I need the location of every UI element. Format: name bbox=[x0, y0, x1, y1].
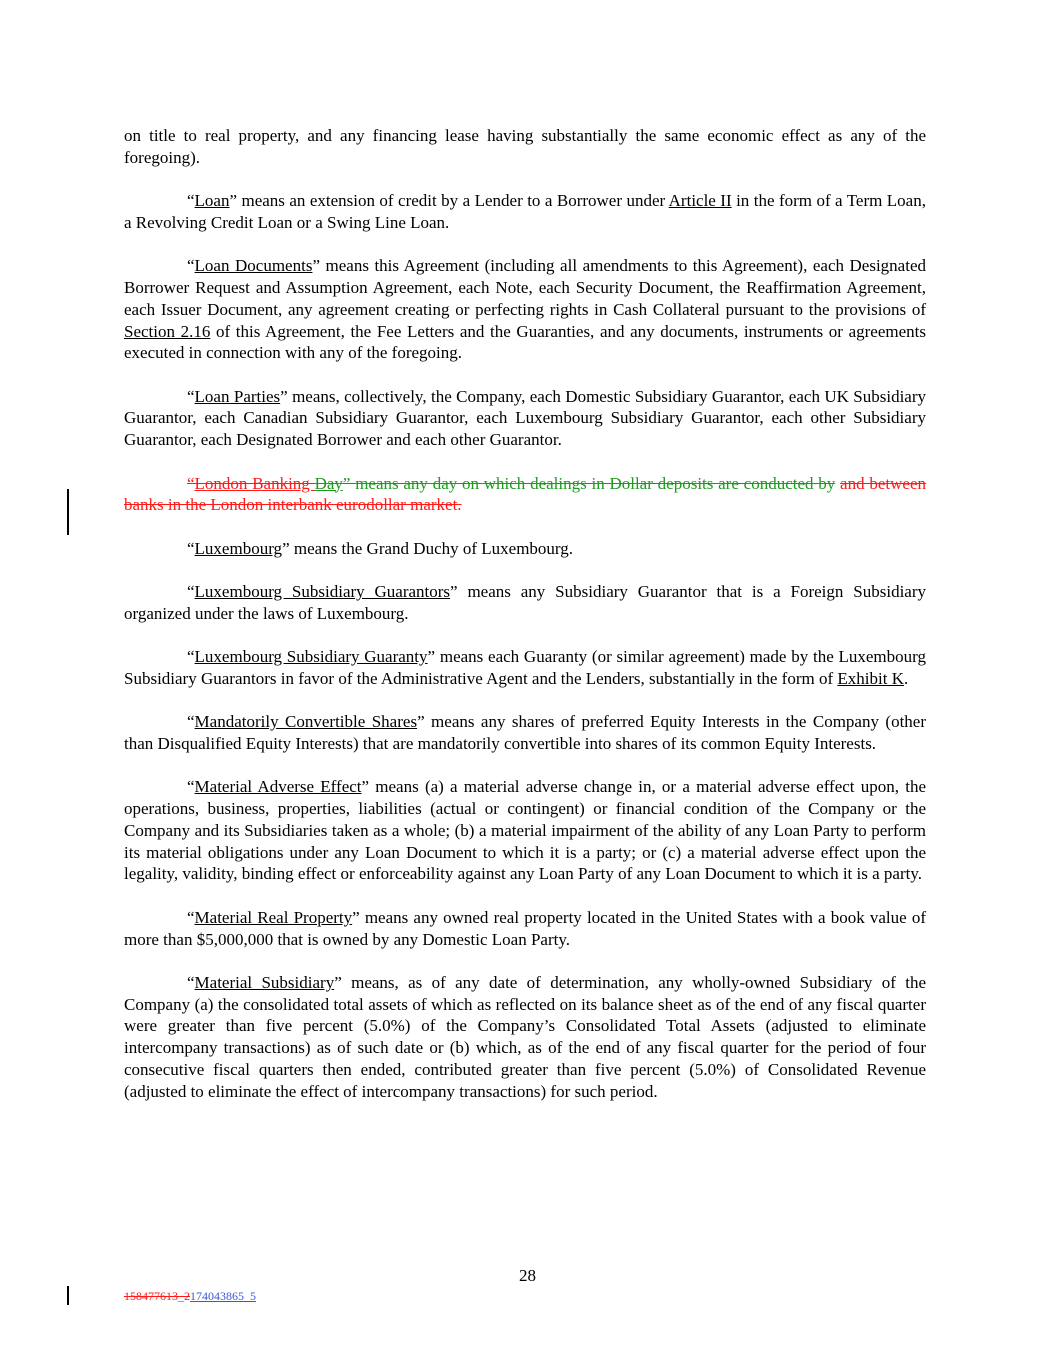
deleted-defined-term: London Banking bbox=[194, 473, 315, 493]
definition-luxembourg-subsidiary-guarantors: “Luxembourg Subsidiary Guarantors” means any Subsidiary Guarantor that is a Foreign Subsidiary organized under the laws of Luxembourg. bbox=[124, 581, 926, 623]
definition-london-banking-day-deleted: “London Banking Day” means any day on which dealings in Dollar deposits are conducted by and between banks in the London interbank eurodollar market. bbox=[124, 473, 926, 515]
definition-luxembourg: “Luxembourg” means the Grand Duchy of Luxembourg. bbox=[187, 538, 574, 558]
defined-term: Mandatorily Convertible Shares bbox=[194, 712, 418, 732]
defined-term: Material Real Property bbox=[194, 907, 353, 927]
defined-term: Loan Documents bbox=[194, 256, 313, 276]
document-id-old: 158477613_2 bbox=[124, 1289, 190, 1303]
cross-reference-link[interactable]: Section 2.16 bbox=[124, 321, 211, 341]
defined-term: Loan Parties bbox=[194, 386, 281, 406]
definition-loan-parties: “Loan Parties” means, collectively, the Company, each Domestic Subsidiary Guarantor, each UK Subsidiary Guarantor, each Canadian Subsidiary Guarantor, each Luxembourg Subsidiary Guarantor, each other Subsidiary Guarantor, each Designated Borrower and each other Guarantor. bbox=[124, 386, 926, 450]
definition-material-adverse-effect: “Material Adverse Effect” means (a) a material adverse change in, or a material adverse effect upon, the operations, business, properties, liabilities (actual or contingent) or financial condition of the Company or the Company and its Subsidiaries taken as a whole; (b) a material impairment of the ability of any Loan Party to perform its material obligations under any Loan Document to which it is a party; or (c) a material adverse effect upon the legality, validity, binding effect or enforceability against any Loan Party of any Loan Document to which it is a party. bbox=[124, 777, 926, 884]
continuation-paragraph: on title to real property, and any financing lease having substantially the same economic effect as any of the foregoing). bbox=[124, 126, 926, 167]
change-bar-london bbox=[67, 489, 69, 535]
definition-loan-documents: “Loan Documents” means this Agreement (including all amendments to this Agreement), each Designated Borrower Request and Assumption Agreement, each Note, each Security Document, the Reaffirmation Agreement, each Issuer Document, any agreement creating or perfecting rights in Cash Collateral pursuant to the provisions of Section 2.16 of this Agreement, the Fee Letters and the Guaranties, and any documents, instruments or agreements executed in connection with any of the foregoing. bbox=[124, 256, 926, 363]
definition-material-real-property: “Material Real Property” means any owned real property located in the United States with a book value of more than $5,000,000 that is owned by any Domestic Loan Party. bbox=[124, 907, 927, 949]
definition-material-subsidiary: “Material Subsidiary” means, as of any date of determination, any wholly-owned Subsidiary of the Company (a) the consolidated total assets of which as reflected on its balance sheet as of the end of any fiscal quarter were greater than five percent (5.0%) of the Company’s Consolidated Total Assets (adjusted to eliminate intercompany transactions) as of such date or (b) which, as of the end of any fiscal quarter for the period of four consecutive fiscal quarters then ended, contributed greater than five percent (5.0%) of Consolidated Revenue (adjusted to eliminate the effect of intercompany transactions) for such period. bbox=[124, 972, 926, 1101]
definition-mandatorily-convertible-shares: “Mandatorily Convertible Shares” means any shares of preferred Equity Interests in the Company (other than Disqualified Equity Interests) that are mandatorily convertible into shares of its common Equity Interests. bbox=[124, 712, 926, 753]
defined-term: Luxembourg Subsidiary Guaranty bbox=[194, 647, 428, 667]
definition-luxembourg-subsidiary-guaranty: “Luxembourg Subsidiary Guaranty” means each Guaranty (or similar agreement) made by the Luxembourg Subsidiary Guarantors in favor of the Administrative Agent and the Lenders, substantially in the form of Exhibit K. bbox=[124, 647, 926, 688]
defined-term: Material Subsidiary bbox=[194, 972, 335, 992]
page-number: 28 bbox=[519, 1266, 536, 1285]
defined-term: Loan bbox=[194, 191, 230, 211]
body-text bbox=[124, 125, 926, 1124]
definition-loan: “Loan” means an extension of credit by a Lender to a Borrower under Article II in the form of a Term Loan, a Revolving Credit Loan or a Swing Line Loan. bbox=[124, 191, 926, 232]
document-id bbox=[124, 1289, 256, 1304]
cross-reference-link[interactable]: Article II bbox=[668, 191, 732, 211]
defined-term: Material Adverse Effect bbox=[194, 777, 362, 797]
change-bar-footer bbox=[67, 1286, 69, 1305]
cross-reference-link[interactable]: Exhibit K bbox=[837, 668, 904, 688]
document-id-new: 174043865_5 bbox=[190, 1289, 256, 1303]
defined-term: Luxembourg bbox=[194, 538, 283, 558]
defined-term: Luxembourg Subsidiary Guarantors bbox=[194, 581, 451, 601]
